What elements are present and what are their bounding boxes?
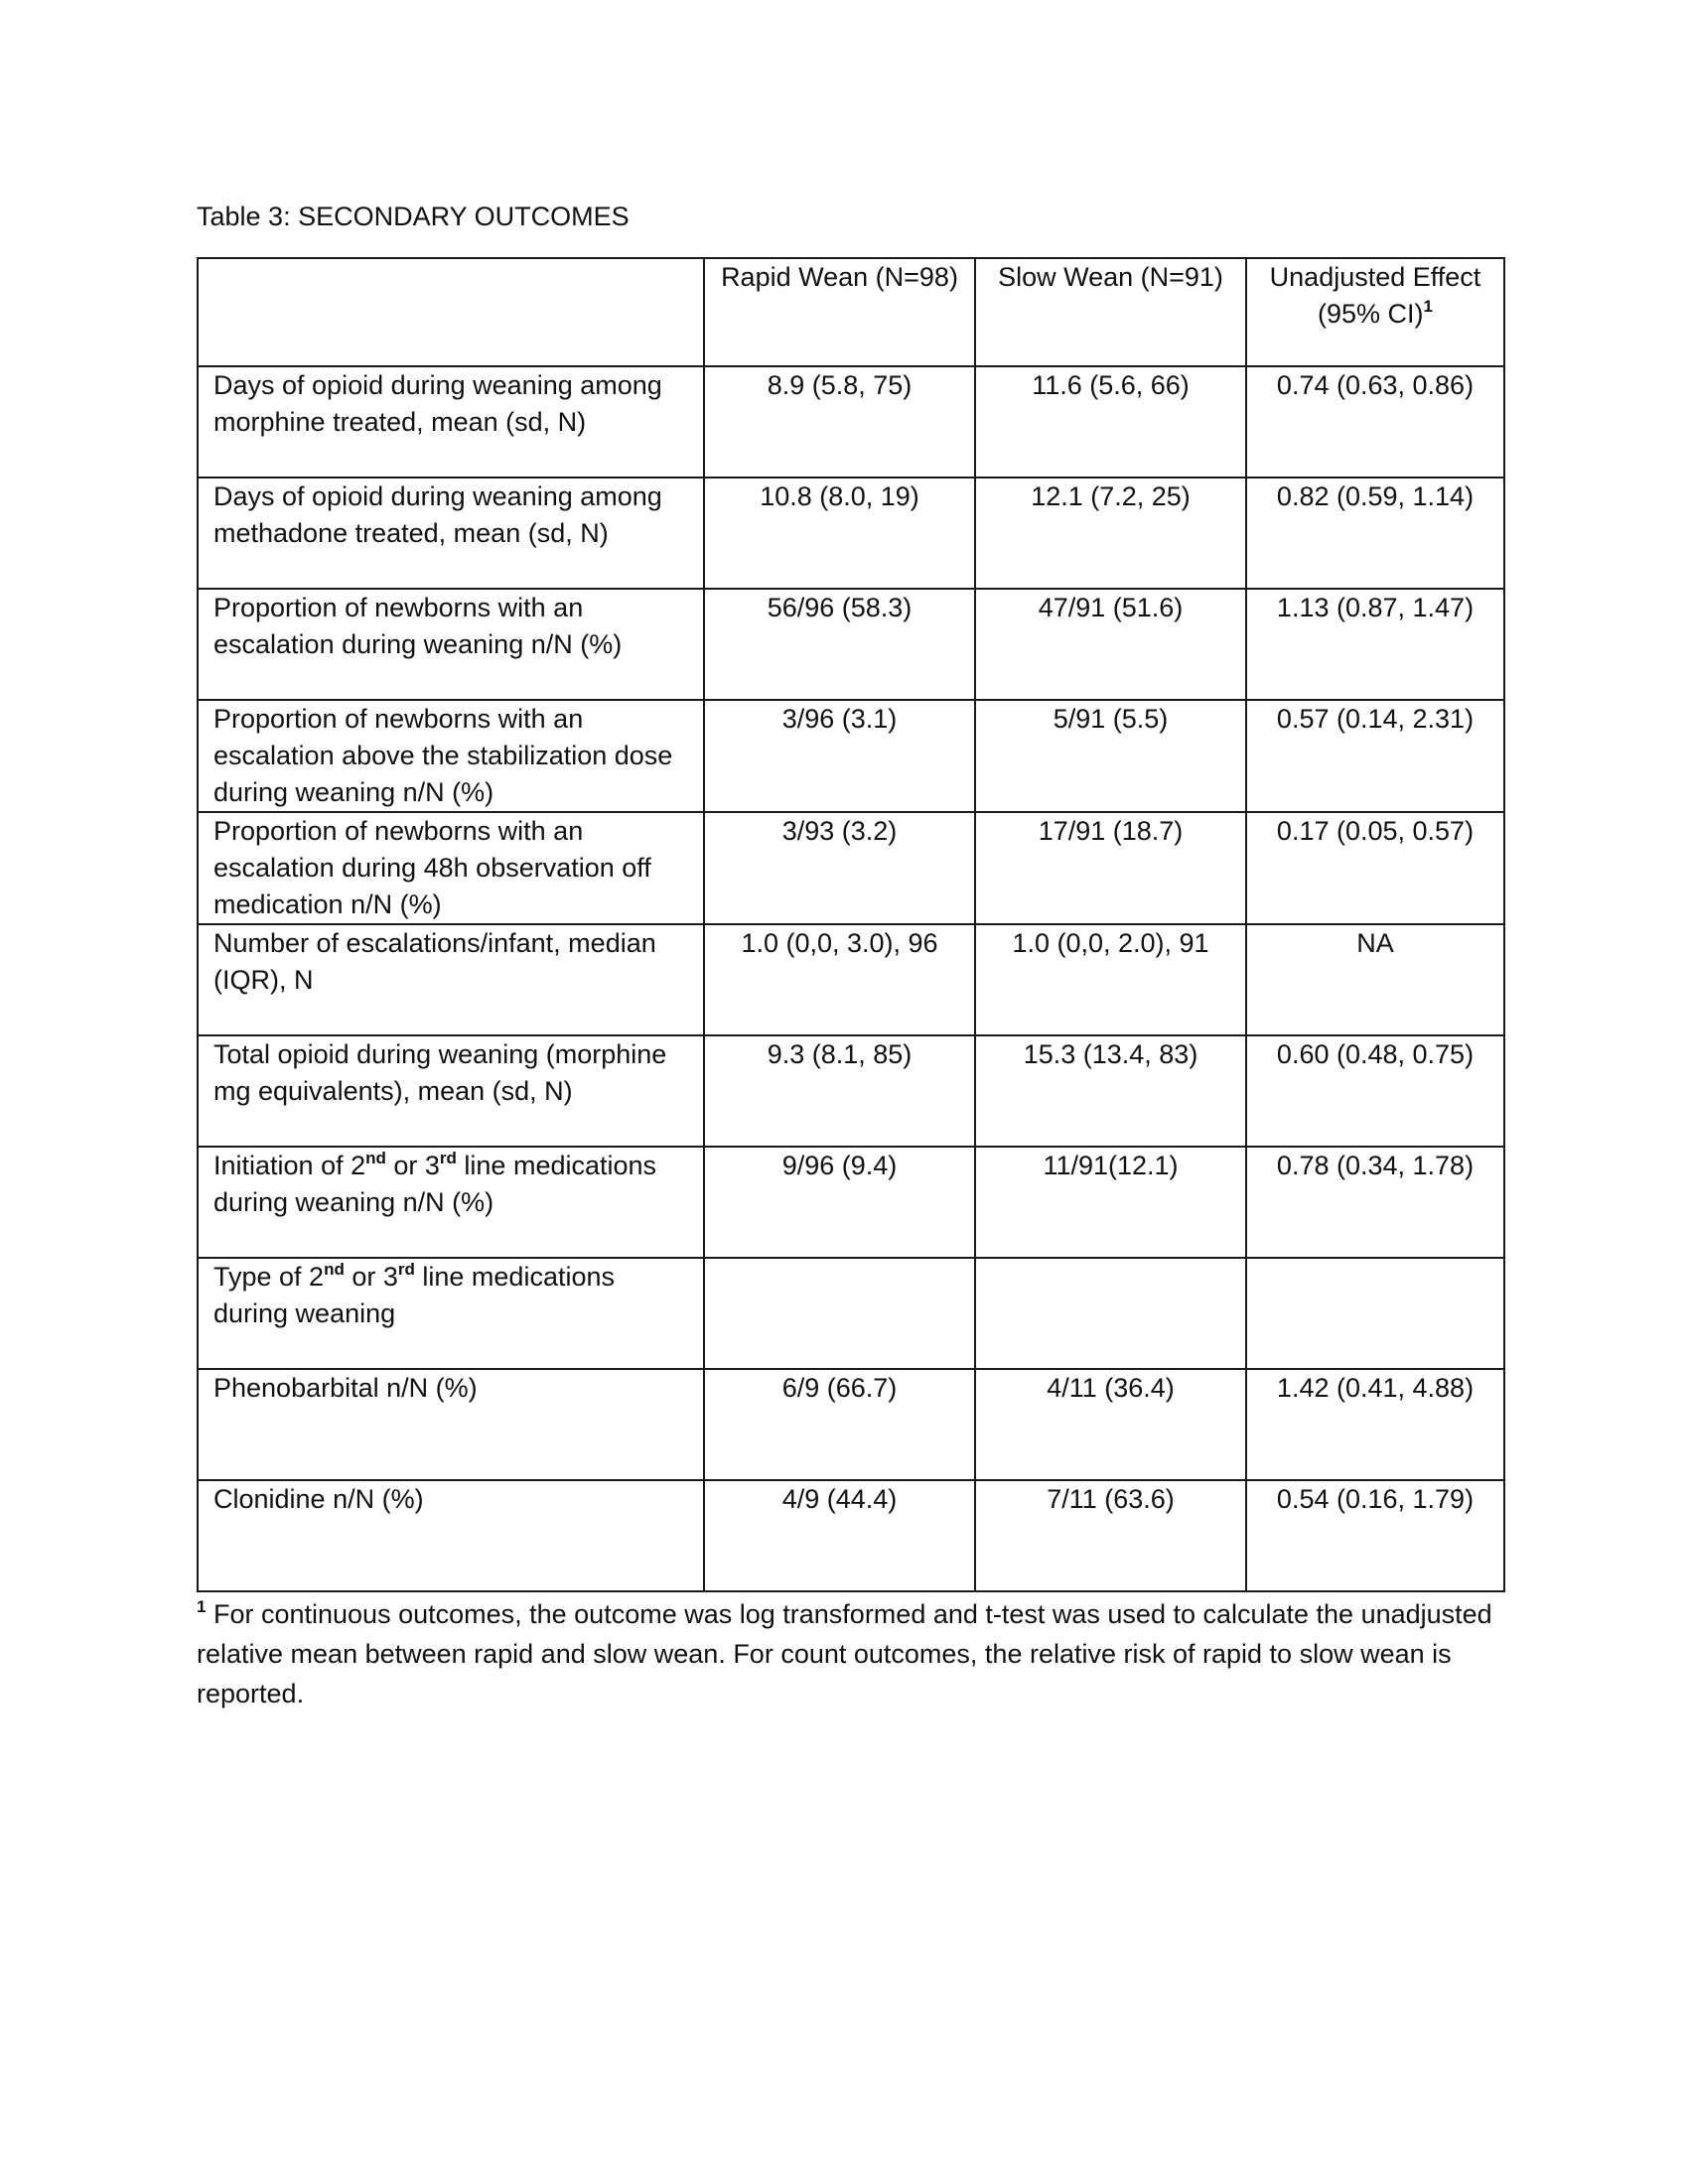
table-row <box>198 1258 1504 1369</box>
row-label-part: Type of 2 <box>213 1262 325 1292</box>
slow-value: 5/91 (5.5) <box>975 700 1246 812</box>
row-label: Proportion of newborns with an escalation during 48h observation off medication n/N (%) <box>198 812 704 924</box>
row-label: Clonidine n/N (%) <box>198 1480 704 1591</box>
row-label-part: or 3 <box>344 1262 398 1292</box>
slow-value: 1.0 (0,0, 2.0), 91 <box>975 924 1246 1035</box>
effect-value: NA <box>1246 924 1504 1035</box>
secondary-outcomes-table <box>197 257 1505 1592</box>
header-empty-cell <box>198 258 704 366</box>
effect-value: 0.54 (0.16, 1.79) <box>1246 1480 1504 1591</box>
header-slow-wean: Slow Wean (N=91) <box>975 258 1246 366</box>
header-effect-text: Unadjusted Effect (95% CI) <box>1269 262 1481 329</box>
header-unadjusted-effect <box>1246 258 1504 366</box>
row-label: Total opioid during weaning (morphine mg equivalents), mean (sd, N) <box>198 1035 704 1147</box>
row-label: Days of opioid during weaning among methadone treated, mean (sd, N) <box>198 478 704 589</box>
footnote-mark: 1 <box>197 1597 207 1616</box>
ordinal-superscript: rd <box>439 1149 457 1167</box>
slow-value: 17/91 (18.7) <box>975 812 1246 924</box>
rapid-value: 10.8 (8.0, 19) <box>704 478 975 589</box>
row-label: Number of escalations/infant, median (IQR), N <box>198 924 704 1035</box>
rapid-value: 1.0 (0,0, 3.0), 96 <box>704 924 975 1035</box>
table-row <box>198 700 1504 812</box>
table-row <box>198 1369 1504 1480</box>
rapid-value: 4/9 (44.4) <box>704 1480 975 1591</box>
row-label: Phenobarbital n/N (%) <box>198 1369 704 1480</box>
table-row <box>198 1147 1504 1258</box>
rapid-value: 9.3 (8.1, 85) <box>704 1035 975 1147</box>
effect-value: 0.78 (0.34, 1.78) <box>1246 1147 1504 1258</box>
table-row <box>198 366 1504 478</box>
slow-value: 11/91(12.1) <box>975 1147 1246 1258</box>
table-footnote <box>197 1594 1507 1713</box>
table-title: Table 3: SECONDARY OUTCOMES <box>197 202 630 231</box>
rapid-value: 6/9 (66.7) <box>704 1369 975 1480</box>
slow-value: 11.6 (5.6, 66) <box>975 366 1246 478</box>
row-label-part: line medications during weaning <box>213 1262 615 1328</box>
footnote-text: For continuous outcomes, the outcome was log transformed and t-test was used to calculate the unadjusted relative mean between rapid and slow wean. For count outcomes, the relative risk of rapid to slow wean is reported. <box>197 1599 1492 1708</box>
row-label-part: or 3 <box>385 1151 440 1180</box>
rapid-value: 9/96 (9.4) <box>704 1147 975 1258</box>
row-label <box>198 1258 704 1369</box>
row-label: Days of opioid during weaning among morphine treated, mean (sd, N) <box>198 366 704 478</box>
slow-value: 47/91 (51.6) <box>975 589 1246 700</box>
table-header-row <box>198 258 1504 366</box>
table-row <box>198 478 1504 589</box>
header-effect-footnote-mark: 1 <box>1423 297 1433 316</box>
slow-value: 12.1 (7.2, 25) <box>975 478 1246 589</box>
ordinal-superscript: rd <box>397 1260 415 1279</box>
rapid-value: 8.9 (5.8, 75) <box>704 366 975 478</box>
effect-value <box>1246 1258 1504 1369</box>
rapid-value <box>704 1258 975 1369</box>
effect-value: 1.13 (0.87, 1.47) <box>1246 589 1504 700</box>
row-label: Proportion of newborns with an escalation during weaning n/N (%) <box>198 589 704 700</box>
effect-value: 1.42 (0.41, 4.88) <box>1246 1369 1504 1480</box>
row-label-part: Initiation of 2 <box>213 1151 366 1180</box>
slow-value: 15.3 (13.4, 83) <box>975 1035 1246 1147</box>
slow-value <box>975 1258 1246 1369</box>
effect-value: 0.82 (0.59, 1.14) <box>1246 478 1504 589</box>
ordinal-superscript: nd <box>324 1260 345 1279</box>
effect-value: 0.60 (0.48, 0.75) <box>1246 1035 1504 1147</box>
rapid-value: 56/96 (58.3) <box>704 589 975 700</box>
slow-value: 7/11 (63.6) <box>975 1480 1246 1591</box>
rapid-value: 3/96 (3.1) <box>704 700 975 812</box>
effect-value: 0.74 (0.63, 0.86) <box>1246 366 1504 478</box>
effect-value: 0.57 (0.14, 2.31) <box>1246 700 1504 812</box>
table-row <box>198 1035 1504 1147</box>
table-row <box>198 812 1504 924</box>
row-label-part: line medications during weaning n/N (%) <box>213 1151 657 1217</box>
header-rapid-wean: Rapid Wean (N=98) <box>704 258 975 366</box>
row-label: Proportion of newborns with an escalation above the stabilization dose during weaning n/N (%) <box>198 700 704 812</box>
table-row <box>198 589 1504 700</box>
table-row <box>198 1480 1504 1591</box>
rapid-value: 3/93 (3.2) <box>704 812 975 924</box>
row-label <box>198 1147 704 1258</box>
effect-value: 0.17 (0.05, 0.57) <box>1246 812 1504 924</box>
table-row <box>198 924 1504 1035</box>
ordinal-superscript: nd <box>365 1149 386 1167</box>
slow-value: 4/11 (36.4) <box>975 1369 1246 1480</box>
